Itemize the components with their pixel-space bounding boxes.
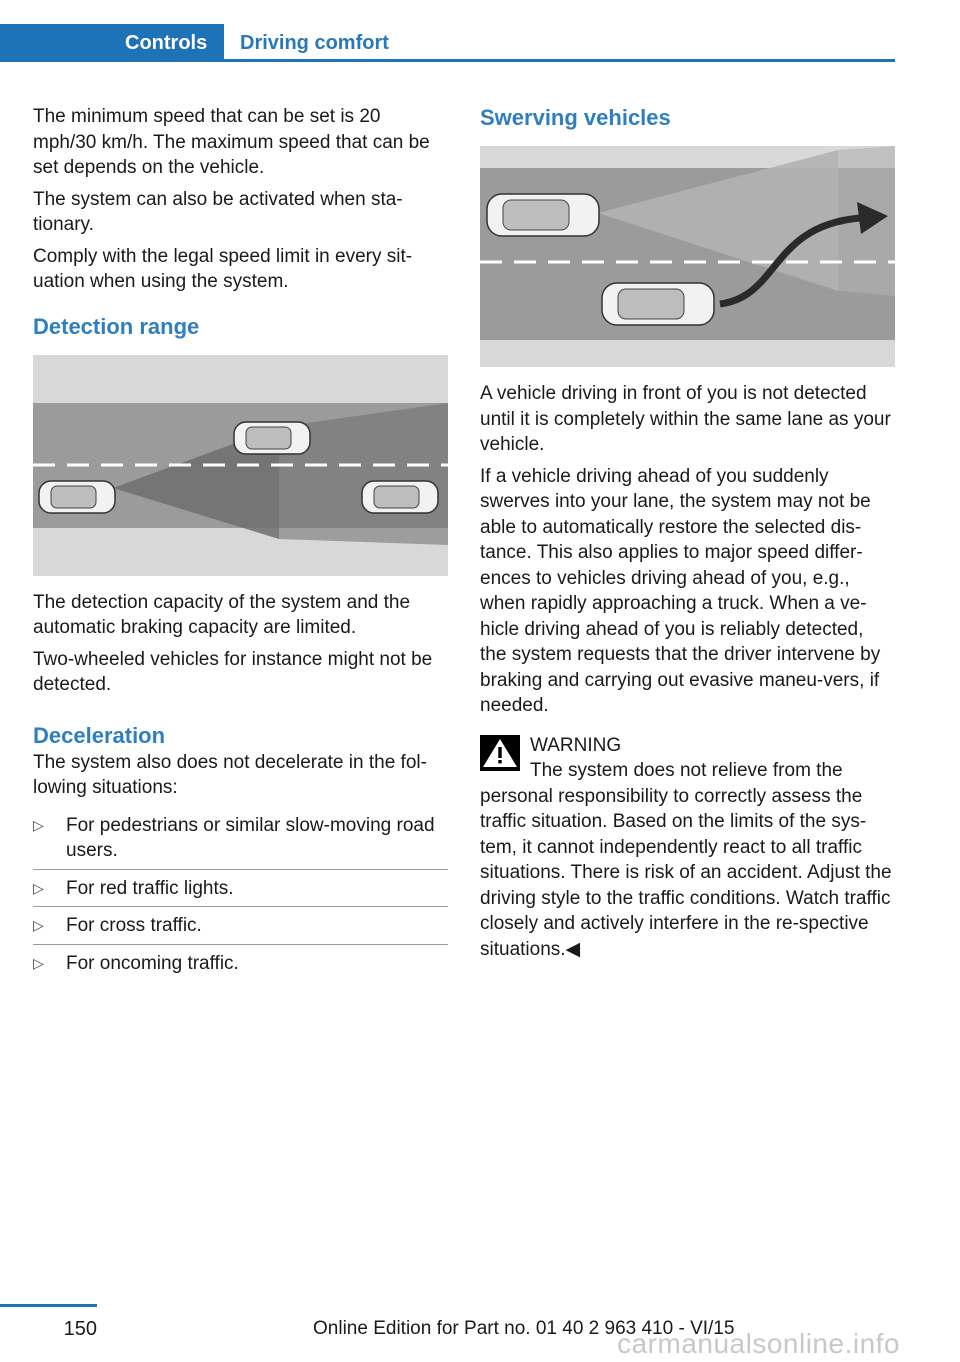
- own-car-icon: [39, 481, 115, 513]
- swerving-paragraph-2: If a vehicle driving ahead of you suddenly swerves into your lane, the system may not be able to automatically restore the selected dis‐tance. This also applies to major speed differ‐ences to vehicles driving ahead of you, e.g., when rapidly approaching a truck. When a ve‐hicle driving ahead of you is reliably detected, the system requests that the driver intervene by braking and carrying out evasive maneu‐vers, if needed.: [480, 465, 881, 716]
- deceleration-list: [33, 807, 448, 982]
- list-item: [33, 807, 448, 870]
- right-column: [480, 104, 895, 962]
- detection-paragraph-2: Two-wheeled vehicles for instance might not be detected.: [33, 648, 433, 695]
- list-item-text: For cross traffic.: [66, 915, 202, 936]
- triangle-right-icon: ▷: [33, 917, 44, 933]
- car-ahead-same-lane-icon: [362, 481, 438, 513]
- detection-paragraph-1: The detection capacity of the system and the automatic braking capacity are limited.: [33, 591, 411, 638]
- warning-first-line: The system does not relieve from the: [530, 760, 843, 781]
- swerving-vehicles-heading: Swerving vehicles: [480, 105, 671, 130]
- swerving-vehicles-figure: [480, 146, 895, 367]
- intro-paragraph-3: Comply with the legal speed limit in every sit‐uation when using the system.: [33, 245, 413, 292]
- header-rule: [224, 59, 895, 62]
- triangle-right-icon: ▷: [33, 816, 44, 833]
- intro-paragraph-2: The system can also be activated when sta‐tionary.: [33, 188, 403, 235]
- edition-text: Online Edition for Part no. 01 40 2 963 410 - VI/15: [313, 1318, 735, 1339]
- section-tab-driving-comfort[interactable]: Driving comfort: [240, 32, 389, 54]
- triangle-right-icon: ▷: [33, 879, 44, 896]
- swerving-paragraph-1: A vehicle driving in front of you is not detected until it is completely within the same lane as your vehicle.: [480, 383, 891, 455]
- list-item-text: For red traffic lights.: [66, 877, 234, 899]
- list-item-text: For oncoming traffic.: [66, 952, 239, 974]
- detection-range-figure: [33, 355, 448, 576]
- deceleration-heading: Deceleration: [33, 722, 166, 748]
- list-item: [33, 870, 448, 908]
- triangle-right-icon: ▷: [33, 954, 44, 971]
- own-car-icon: [487, 194, 599, 236]
- left-column: [33, 104, 448, 981]
- warning-box: [480, 733, 895, 963]
- deceleration-intro: The system also does not decelerate in the fol‐lowing situations:: [33, 751, 427, 798]
- detection-range-heading: Detection range: [33, 313, 200, 339]
- footer-rule: [0, 1304, 97, 1307]
- list-item: [33, 907, 448, 945]
- warning-text: personal responsibility to correctly assess the traffic situation. Based on the limits of the sys‐tem, it cannot independently react to all traffic situations. There is risk of an accident. Adjust the driving style to the traffic conditions. Watch traffic closely and actively interfere in the re‐spective situations.◀: [480, 785, 892, 960]
- watermark: carmanualsonline.info: [617, 1328, 900, 1359]
- page-header: [0, 24, 895, 62]
- list-item: [33, 945, 448, 982]
- page-number: 150: [63, 1318, 97, 1340]
- list-item-text: For pedestrians or similar slow-moving road users.: [66, 814, 435, 861]
- warning-triangle-icon: [480, 735, 520, 771]
- swerving-car-icon: [602, 283, 714, 325]
- section-tab-controls[interactable]: Controls: [0, 24, 224, 62]
- intro-paragraph-1: The minimum speed that can be set is 20 mph/30 km/h. The maximum speed that can be set depends on the vehicle.: [33, 106, 430, 178]
- car-ahead-left-lane-icon: [234, 422, 310, 454]
- warning-label: WARNING: [530, 734, 622, 756]
